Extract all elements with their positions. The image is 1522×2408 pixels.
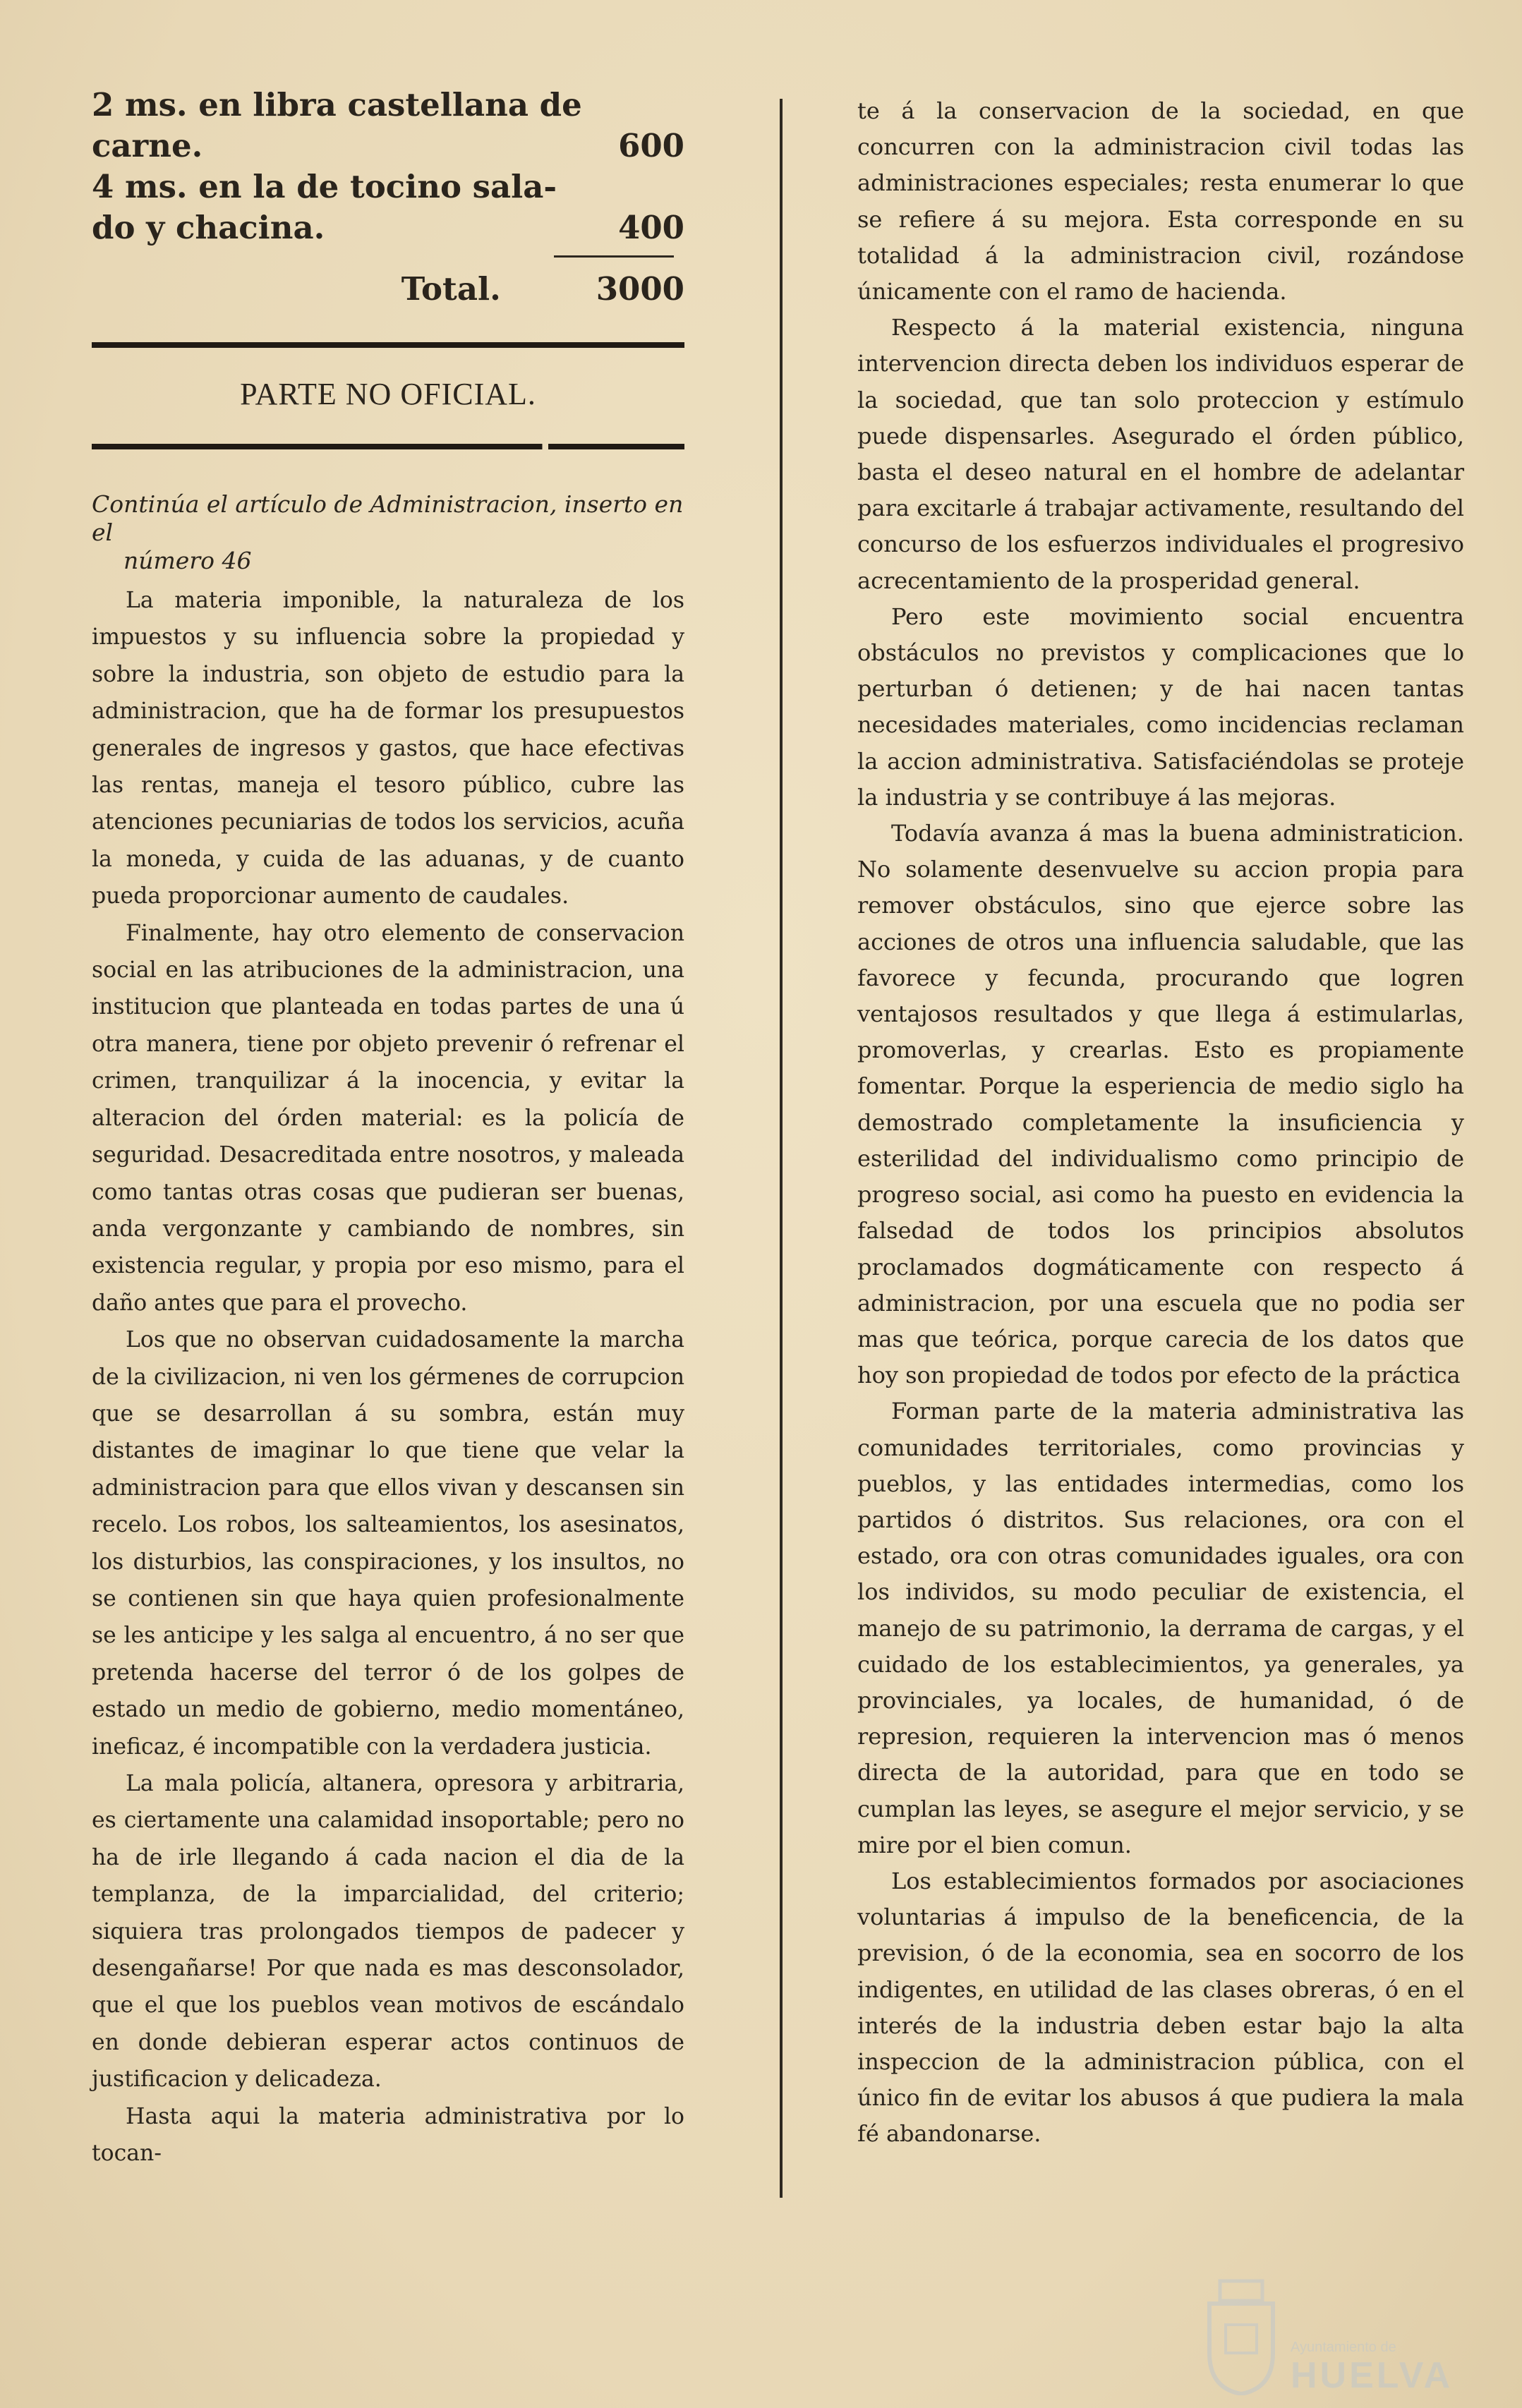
total-row [92, 265, 684, 314]
paragraph: La materia imponible, la naturaleza de los impuestos y su influencia sobre la propiedad y sobre la industria, son objeto de estudio para la administracion, que ha de formar los presupuestos generales de ingresos y gastos, que hace efectivas las rentas, maneja el tesoro público, cubre las atenciones pecuniarias de todos los servicios, acuña la moneda, y cuida de las aduanas, y de cuanto pueda proporcionar aumento de caudales. [92, 588, 684, 909]
intro-line: Continúa el artículo de Administracion, inserto en el [92, 490, 684, 546]
total-value: 3000 [596, 270, 684, 308]
article-intro [92, 490, 684, 575]
paragraph: La mala policía, altanera, opresora y arbitraria, es ciertamente una calamidad insoportable; pero no ha de irle llegando á cada nacion el dia de la templanza, de la imparcialidad, del criterio; siquiera tras prolongados tiempos de padecer y desengañarse! Por que nada es mas desconsolador, que el que los pueblos vean motivos de escándalo en donde debieran esperar actos continuos de justificacion y delicadeza. [92, 1771, 684, 2093]
divider-rule [92, 342, 684, 348]
paragraph: Forman parte de la materia administrativa las comunidades territoriales, como provincias y pueblos, y las entidades intermedias, como los partidos ó distritos. Sus relaciones, ora con el estado, ora con otras comunidades iguales, ora con los individos, su modo peculiar de existencia, el manejo de su patrimonio, la derrama de cargas, y el cuidado de los establecimientos, ya generales, ya provinciales, ya locales, de humanidad, ó de represion, requieren la intervencion mas ó menos directa de la autoridad, para que en todo se cumplan las leyes, se asegure el mejor servicio, y se mire por el bien comun. [857, 1398, 1464, 1858]
coat-of-arms-icon [1199, 2275, 1284, 2395]
total-label: Total. [401, 270, 501, 308]
column-divider [780, 99, 783, 2198]
price-label: carne. [92, 127, 203, 164]
watermark-big-text: HUELVA [1291, 2355, 1454, 2396]
watermark-small-text: Ayuntamiento de [1291, 2340, 1396, 2355]
section-title: PARTE NO OFICIAL. [240, 377, 536, 411]
price-label: 4 ms. en la de tocino sala- [92, 168, 557, 205]
price-item [92, 167, 684, 207]
sum-rule [554, 255, 674, 258]
watermark-logo [1199, 2254, 1481, 2395]
right-column [857, 93, 1464, 2153]
paragraph: Los que no observan cuidadosamente la marcha de la civilizacion, ni ven los gérmenes de corrupcion que se desarrollan á su sombra, están muy distantes de imaginar lo que tiene que velar la administracion para que ellos vivan y descansen sin recelo. Los robos, los salteamientos, los asesinatos, los disturbios, las conspiraciones, y los insultos, no se contienen sin que haya quien profesionalmente se les anticipe y les salga al encuentro, á no ser que pretenda hacerse del terror ó de los golpes de estado un medio de gobierno, medio momentáneo, ineficaz, é incompatible con la verdadera justicia. [92, 1327, 684, 1760]
paragraph: Hasta aqui la materia administrativa por lo tocan- [92, 2103, 684, 2167]
paragraph: Respecto á la material existencia, ninguna intervencion directa deben los individuos esperar de la sociedad, que tan solo proteccion y estímulo puede dispensarles. Asegurado el órden público, basta el deseo natural en el hombre de adelantar para excitarle á trabajar activamente, resultando del concurso de los esfuerzos individuales el progresivo acrecentamiento de la prosperidad general. [857, 314, 1464, 594]
price-item [92, 85, 684, 126]
price-item [92, 207, 684, 248]
price-value: 600 [618, 127, 684, 164]
left-column [92, 85, 684, 2172]
divider-rule [92, 444, 684, 449]
paragraph: te á la conservacion de la sociedad, en que concurren con la administracion civil todas las administraciones especiales; resta enumerar lo que se refiere á su mejora. Esta corresponde en su totalidad á la administracion civil, rozándose únicamente con el ramo de hacienda. [857, 97, 1464, 305]
paragraph: Pero este movimiento social encuentra obstáculos no previstos y complicaciones que lo perturban ó detienen; y de hai nacen tantas necesidades materiales, como incidencias reclaman la accion administrativa. Satisfaciéndolas se proteje la industria y se contribuye á las mejoras. [857, 603, 1464, 811]
price-value: 400 [618, 209, 684, 246]
intro-line: número 46 [123, 547, 252, 574]
paragraph: Los establecimientos formados por asociaciones voluntarias á impulso de la beneficencia, de la prevision, ó de la economia, sea en socorro de los indigentes, en utilidad de las clases obreras, ó en el interés de la industria deben estar bajo la alta inspeccion de la administracion pública, con el único fin de evitar los abusos á que pudiera la mala fé abandonarse. [857, 1867, 1464, 2148]
paragraph: Finalmente, hay otro elemento de conservacion social en las atribuciones de la administracion, una institucion que planteada en todas partes de una ú otra manera, tiene por objeto prevenir ó refrenar el crimen, tranquilizar á la inocencia, y evitar la alteracion del órden material: es la policía de seguridad. Desacreditada entre nosotros, y maleada como tantas otras cosas que pudieran ser buenas, anda vergonzante y cambiando de nombres, sin existencia regular, y propia por eso mismo, para el daño antes que para el provecho. [92, 920, 684, 1316]
price-label: do y chacina. [92, 209, 325, 246]
price-label: 2 ms. en libra castellana de [92, 86, 582, 123]
price-list [92, 85, 684, 314]
paragraph: Todavía avanza á mas la buena administraticion. No solamente desenvuelve su accion propia para remover obstáculos, sino que ejerce sobre las acciones de otros una influencia saludable, que las favorece y fecunda, procurando que logren ventajosos resultados y que llega á estimularlas, promoverlas, y crearlas. Esto es propiamente fomentar. Porque la esperiencia de medio siglo ha demostrado completamente la insuficiencia y esterilidad del individualismo como principio de progreso social, asi como ha puesto en evidencia la falsedad de todos los principios absolutos proclamados dogmáticamente con respecto á administracion, por una escuela que no podia ser mas que teórica, porque carecia de los datos que hoy son propiedad de todos por efecto de la práctica [857, 820, 1464, 1389]
price-item [92, 126, 684, 167]
